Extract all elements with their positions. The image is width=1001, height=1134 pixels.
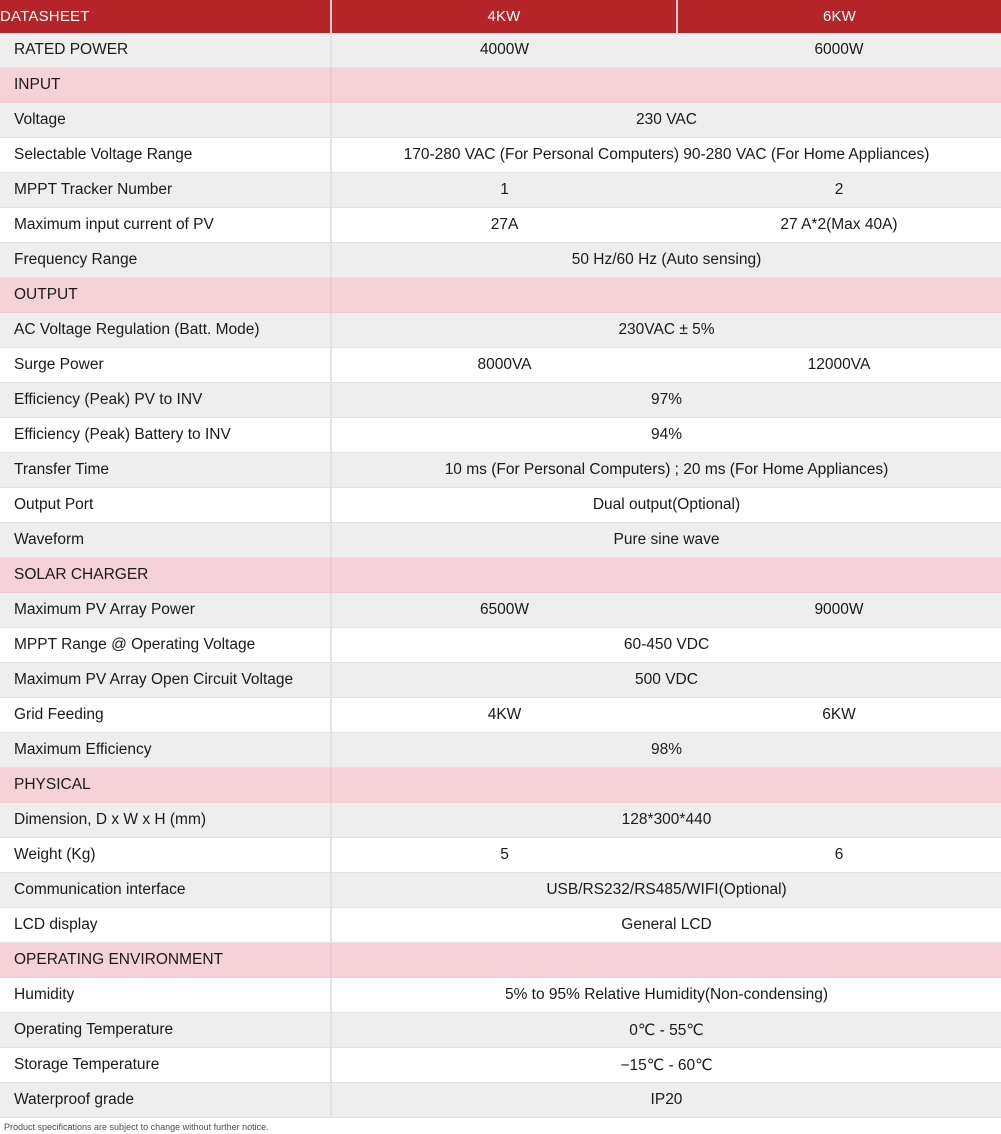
spec-label: Humidity (0, 978, 331, 1013)
spec-value-6kw: 2 (677, 173, 1001, 208)
spec-label: RATED POWER (0, 33, 331, 68)
section-label: OPERATING ENVIRONMENT (0, 943, 331, 978)
spec-value-4kw: 5 (331, 838, 677, 873)
spec-value-shared: 10 ms (For Personal Computers) ; 20 ms (For Home Appliances) (331, 453, 1001, 488)
spec-label: Efficiency (Peak) Battery to INV (0, 418, 331, 453)
spec-value-6kw: 6KW (677, 698, 1001, 733)
spec-label: Frequency Range (0, 243, 331, 278)
spec-label: Voltage (0, 103, 331, 138)
table-row (0, 313, 1001, 348)
spec-value-shared: 94% (331, 418, 1001, 453)
table-row (0, 838, 1001, 873)
spec-value-shared: 97% (331, 383, 1001, 418)
spec-label: AC Voltage Regulation (Batt. Mode) (0, 313, 331, 348)
section-band (331, 278, 1001, 313)
spec-value-6kw: 9000W (677, 593, 1001, 628)
spec-value-shared: 0℃ - 55℃ (331, 1013, 1001, 1048)
footer-disclaimer: Product specifications are subject to change without further notice. (4, 1122, 269, 1132)
spec-value-shared: 230 VAC (331, 103, 1001, 138)
spec-value-6kw: 27 A*2(Max 40A) (677, 208, 1001, 243)
section-band (331, 558, 1001, 593)
table-row (0, 488, 1001, 523)
spec-label: Communication interface (0, 873, 331, 908)
section-band (331, 943, 1001, 978)
table-row (0, 138, 1001, 173)
spec-value-4kw: 4000W (331, 33, 677, 68)
spec-value-4kw: 6500W (331, 593, 677, 628)
spec-label: Maximum Efficiency (0, 733, 331, 768)
table-row (0, 733, 1001, 768)
datasheet-title: DATASHEET (0, 0, 331, 33)
spec-value-shared: 5% to 95% Relative Humidity(Non-condensing) (331, 978, 1001, 1013)
spec-value-shared: 500 VDC (331, 663, 1001, 698)
spec-label: Waveform (0, 523, 331, 558)
table-row (0, 663, 1001, 698)
spec-label: LCD display (0, 908, 331, 943)
table-row (0, 873, 1001, 908)
spec-label: Weight (Kg) (0, 838, 331, 873)
spec-value-shared: 50 Hz/60 Hz (Auto sensing) (331, 243, 1001, 278)
table-row (0, 173, 1001, 208)
table-row (0, 33, 1001, 68)
section-header-row (0, 68, 1001, 103)
spec-label: Efficiency (Peak) PV to INV (0, 383, 331, 418)
column-header-6kw: 6KW (677, 0, 1001, 33)
spec-value-4kw: 4KW (331, 698, 677, 733)
table-row (0, 803, 1001, 838)
table-row (0, 243, 1001, 278)
section-band (331, 768, 1001, 803)
table-row (0, 523, 1001, 558)
section-label: OUTPUT (0, 278, 331, 313)
table-row (0, 208, 1001, 243)
spec-value-shared: USB/RS232/RS485/WIFI(Optional) (331, 873, 1001, 908)
spec-value-6kw: 6000W (677, 33, 1001, 68)
spec-value-shared: −15℃ - 60℃ (331, 1048, 1001, 1083)
section-header-row (0, 768, 1001, 803)
spec-label: Operating Temperature (0, 1013, 331, 1048)
spec-value-shared: 170-280 VAC (For Personal Computers) 90-280 VAC (For Home Appliances) (331, 138, 1001, 173)
section-header-row (0, 558, 1001, 593)
table-row (0, 908, 1001, 943)
table-row (0, 418, 1001, 453)
table-row (0, 348, 1001, 383)
table-row (0, 383, 1001, 418)
spec-value-6kw: 12000VA (677, 348, 1001, 383)
table-body (0, 33, 1001, 1118)
table-row (0, 978, 1001, 1013)
table-row (0, 628, 1001, 663)
spec-label: Storage Temperature (0, 1048, 331, 1083)
section-header-row (0, 278, 1001, 313)
spec-label: Maximum PV Array Open Circuit Voltage (0, 663, 331, 698)
table-row (0, 1013, 1001, 1048)
spec-value-4kw: 1 (331, 173, 677, 208)
spec-value-6kw: 6 (677, 838, 1001, 873)
spec-label: Surge Power (0, 348, 331, 383)
spec-value-shared: 60-450 VDC (331, 628, 1001, 663)
table-header (0, 0, 1001, 33)
spec-value-4kw: 27A (331, 208, 677, 243)
spec-label: Waterproof grade (0, 1083, 331, 1118)
section-header-row (0, 943, 1001, 978)
spec-label: Maximum input current of PV (0, 208, 331, 243)
spec-value-shared: 128*300*440 (331, 803, 1001, 838)
spec-label: Output Port (0, 488, 331, 523)
table-row (0, 1048, 1001, 1083)
section-label: SOLAR CHARGER (0, 558, 331, 593)
header-row (0, 0, 1001, 33)
table-row (0, 1083, 1001, 1118)
table-row (0, 593, 1001, 628)
spec-label: Selectable Voltage Range (0, 138, 331, 173)
spec-label: Transfer Time (0, 453, 331, 488)
section-label: PHYSICAL (0, 768, 331, 803)
table-row (0, 698, 1001, 733)
spec-label: Dimension, D x W x H (mm) (0, 803, 331, 838)
section-band (331, 68, 1001, 103)
spec-value-shared: General LCD (331, 908, 1001, 943)
table-row (0, 103, 1001, 138)
spec-value-shared: Dual output(Optional) (331, 488, 1001, 523)
spec-value-shared: Pure sine wave (331, 523, 1001, 558)
column-header-4kw: 4KW (331, 0, 677, 33)
spec-label: Grid Feeding (0, 698, 331, 733)
spec-value-shared: 98% (331, 733, 1001, 768)
spec-value-shared: IP20 (331, 1083, 1001, 1118)
spec-label: MPPT Range @ Operating Voltage (0, 628, 331, 663)
section-label: INPUT (0, 68, 331, 103)
spec-label: Maximum PV Array Power (0, 593, 331, 628)
spec-value-shared: 230VAC ± 5% (331, 313, 1001, 348)
spec-value-4kw: 8000VA (331, 348, 677, 383)
spec-label: MPPT Tracker Number (0, 173, 331, 208)
table-row (0, 453, 1001, 488)
